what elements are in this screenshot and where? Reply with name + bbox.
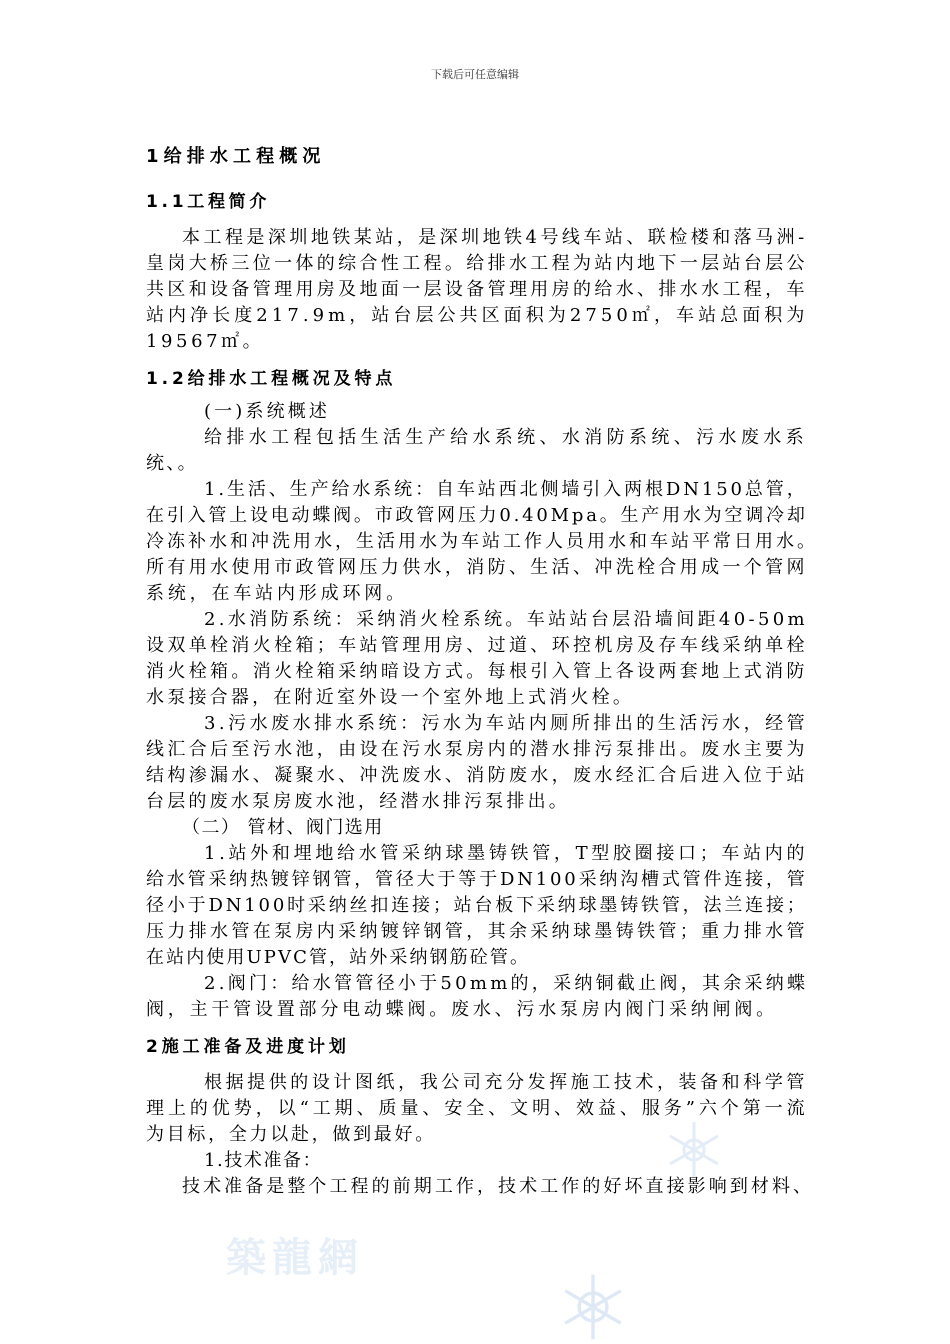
- text-line: 结构渗漏水、凝聚水、冲洗废水、消防废水，废水经汇合后进入位于站: [146, 765, 808, 786]
- text-line: 系统，在车站内形成环网。: [146, 583, 408, 604]
- text-line: 本工程是深圳地铁某站，是深圳地铁4号线车站、联检楼和落马洲-: [182, 227, 808, 248]
- page-header: 下载后可任意编辑: [431, 68, 519, 81]
- text-line: 1.技术准备：: [204, 1150, 323, 1171]
- text-line: 根据提供的设计图纸，我公司充分发挥施工技术，装备和科学管: [204, 1072, 808, 1093]
- text-line: 站内净长度217.9m，站台层公共区面积为2750㎡，车站总面积为: [146, 305, 809, 326]
- section-heading: 2施工准备及进度计划: [146, 1037, 350, 1057]
- text-line: 线汇合后至污水池，由设在污水泵房内的潜水排污泵排出。废水主要为: [146, 739, 808, 760]
- text-line: 3.污水废水排水系统：污水为车站内厕所排出的生活污水，经管: [204, 713, 809, 734]
- text-line: 台层的废水泵房废水池，经潜水排污泵排出。: [146, 791, 570, 812]
- section-heading: 1给排水工程概况: [146, 146, 326, 167]
- section-heading: 1.2给排水工程概况及特点: [146, 369, 397, 389]
- text-line: 共区和设备管理用房及地面一层设备管理用房的给水、排水水工程，车: [146, 279, 808, 300]
- snowflake-watermark-icon: [662, 1118, 726, 1182]
- section-heading: 1.1工程简介: [146, 192, 271, 212]
- text-line: 在引入管上设电动蝶阀。市政管网压力0.40Mpa。生产用水为空调冷却: [146, 505, 808, 526]
- text-line: 1.生活、生产给水系统：自车站西北侧墙引入两根DN150总管，: [204, 479, 808, 500]
- text-line: 设双单栓消火栓箱；车站管理用房、过道、环控机房及存车线采纳单栓: [146, 635, 808, 656]
- text-line: 在站内使用UPVC管，站外采纳钢筋砼管。: [146, 947, 531, 968]
- text-line: 为目标，全力以赴，做到最好。: [146, 1124, 436, 1145]
- text-line: 技术准备是整个工程的前期工作，技术工作的好坏直接影响到材料、: [182, 1176, 815, 1197]
- text-line: 1.站外和埋地给水管采纳球墨铸铁管，T型胶圈接口；车站内的: [204, 843, 809, 864]
- text-line: 消火栓箱。消火栓箱采纳暗设方式。每根引入管上各设两套地上式消防: [146, 661, 808, 682]
- text-line: 统、。: [146, 453, 198, 474]
- snowflake-watermark-icon: [556, 1270, 630, 1344]
- text-line: (一)系统概述: [204, 401, 331, 422]
- text-line: 水泵接合器，在附近室外设一个室外地上式消火栓。: [146, 687, 635, 708]
- text-line: （二） 管材、阀门选用: [182, 817, 384, 838]
- text-line: 19567㎡。: [146, 331, 265, 352]
- text-line: 阀，主干管设置部分电动蝶阀。废水、污水泵房内阀门采纳闸阀。: [146, 999, 778, 1020]
- text-line: 给排水工程包括生活生产给水系统、水消防系统、污水废水系: [204, 427, 808, 448]
- text-line: 径小于DN100时采纳丝扣连接；站台板下采纳球墨铸铁管，法兰连接；: [146, 895, 808, 916]
- text-line: 所有用水使用市政管网压力供水，消防、生活、冲洗栓合用成一个管网: [146, 557, 808, 578]
- text-line: 压力排水管在泵房内采纳镀锌钢管，其余采纳球墨铸铁管；重力排水管: [146, 921, 808, 942]
- text-line: 冷冻补水和冲洗用水，生活用水为车站工作人员用水和车站平常日用水。: [146, 531, 818, 552]
- text-line: 皇岗大桥三位一体的综合性工程。给排水工程为站内地下一层站台层公: [146, 253, 808, 274]
- text-line: 2.水消防系统：采纳消火栓系统。车站站台层沿墙间距40-50m: [204, 609, 808, 630]
- watermark-logo-text: 築龍網: [226, 1235, 364, 1281]
- text-line: 2.阀门：给水管管径小于50mm的，采纳铜截止阀，其余采纳蝶: [204, 973, 809, 994]
- text-line: 给水管采纳热镀锌钢管，管径大于等于DN100采纳沟槽式管件连接，管: [146, 869, 808, 890]
- text-line: 理上的优势，以“工期、质量、安全、文明、效益、服务”六个第一流: [146, 1098, 809, 1119]
